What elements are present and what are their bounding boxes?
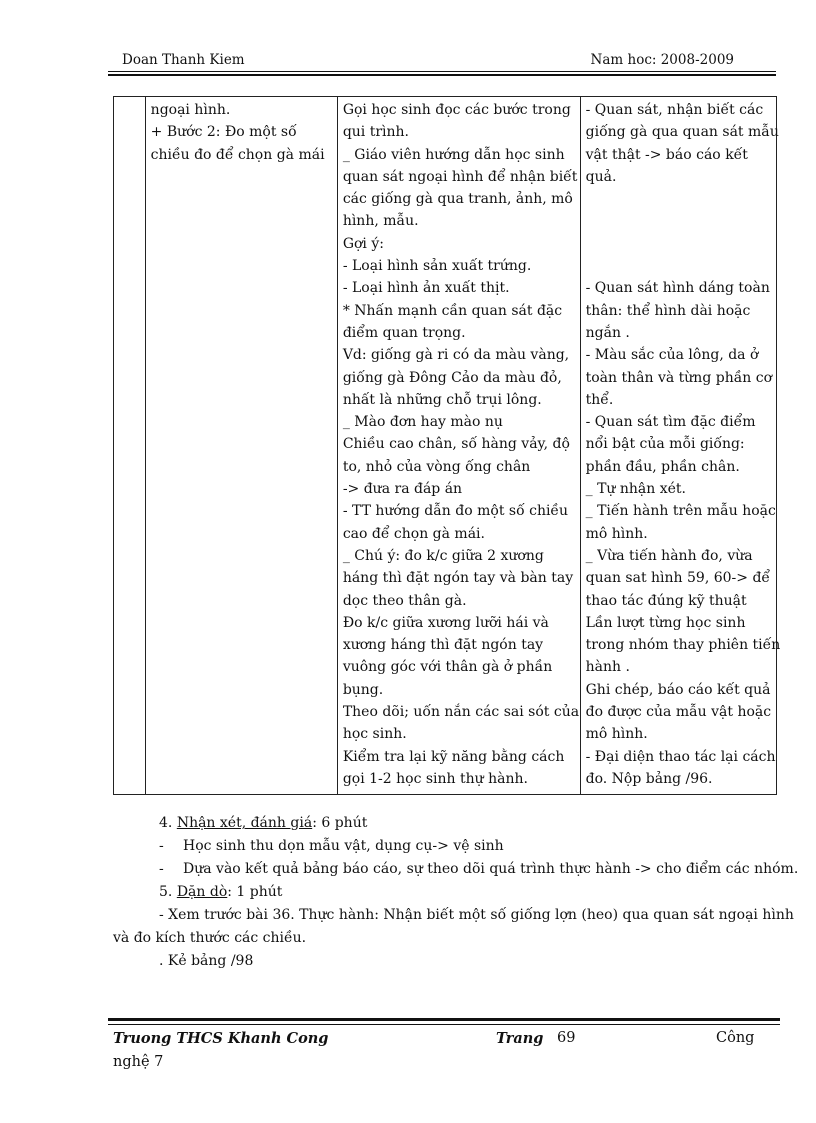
section-4-title: Nhận xét, đánh giá — [176, 815, 313, 831]
text-line: ngoại hình. — [150, 102, 231, 118]
text-line: hình, mẫu. — [342, 213, 419, 230]
text-line: Ghi chép, báo cáo kết quả — [585, 681, 771, 698]
header-rule-thick — [108, 74, 776, 76]
text-line: thao tác đúng kỹ thuật — [585, 592, 747, 609]
content-lines — [151, 99, 333, 166]
text-line: Gợi ý: — [342, 235, 384, 252]
text-line: vật thật -> báo cáo kết — [585, 146, 748, 163]
footer-school: Truong THCS Khanh Cong — [113, 1030, 329, 1047]
text-line: Vd: giống gà ri có da màu vàng, — [342, 347, 570, 364]
text-line: cao để chọn gà mái. — [342, 525, 485, 542]
section-4-heading — [113, 812, 773, 835]
table-cell-empty — [114, 97, 146, 795]
text-line: _ Mào đơn hay mào nụ — [342, 414, 503, 431]
text-line: _ Tự nhận xét. — [585, 481, 686, 498]
text-line: -> đưa ra đáp án — [342, 481, 463, 498]
header-school-year: Nam hoc: 2008-2009 — [590, 52, 734, 68]
text-line: mô hình. — [585, 525, 648, 542]
table-cell-content — [145, 97, 337, 795]
text-line: các giống gà qua tranh, ảnh, mô — [342, 191, 573, 208]
section-5-heading — [113, 881, 773, 904]
text-line: đo được của mẫu vật hoặc — [585, 704, 772, 721]
text-line: Lần lượt từng học sinh — [585, 614, 746, 631]
text-line: Gọi học sinh đọc các bước trong — [342, 102, 571, 118]
text-line: - Quan sát, nhận biết các — [585, 102, 764, 118]
spacer — [586, 210, 772, 232]
text-line: nhất là những chỗ trụi lông. — [342, 391, 542, 408]
text-line: điểm quan trọng. — [342, 324, 466, 341]
section-4-bullet: - Học sinh thu dọn mẫu vật, dụng cụ-> vệ sinh — [159, 838, 504, 854]
header-author: Doan Thanh Kiem — [122, 52, 245, 68]
text-line: quan sát ngoại hình để nhận biết — [342, 168, 578, 185]
text-line: gọi 1-2 học sinh thự hành. — [342, 770, 528, 787]
page-header — [108, 52, 776, 72]
table-cell-student-activity — [580, 97, 781, 795]
text-line: - Quan sát tìm đặc điểm — [585, 414, 756, 431]
footer-rule-thick — [108, 1018, 780, 1021]
section-4-bullet: - Dựa vào kết quả bảng báo cáo, sự theo dõi quá trình thực hành -> cho điểm các nhóm. — [159, 861, 799, 877]
text-line: _ Vừa tiến hành đo, vừa — [585, 547, 753, 564]
bullet-text: Dựa vào kết quả bảng báo cáo, sự theo dõi quá trình thực hành -> cho điểm các nhóm. — [183, 861, 799, 877]
text-line: Đo k/c giữa xương lưỡi hái và — [342, 614, 549, 631]
lesson-closing — [113, 812, 799, 973]
text-line: _ Tiến hành trên mẫu hoặc — [585, 503, 776, 520]
text-line: _ Chú ý: đo k/c giữa 2 xương — [342, 547, 544, 564]
text-line: nổi bật của mỗi giống: — [585, 436, 745, 453]
section-4-duration: : 6 phút — [312, 815, 368, 831]
spacer — [586, 188, 772, 210]
text-line: * Nhấn mạnh cần quan sát đặc — [342, 302, 563, 319]
text-line: học sinh. — [342, 726, 407, 743]
text-line: - Quan sát hình dáng toàn — [585, 280, 770, 297]
text-line: chiều đo để chọn gà mái — [150, 146, 325, 163]
text-line: - Loại hình ản xuất thịt. — [342, 280, 510, 297]
text-line: - Đại diện thao tác lại cách — [585, 748, 776, 765]
footer-page-label: Trang — [496, 1030, 544, 1047]
footer-subject: Công — [716, 1030, 755, 1046]
text-line: đo. Nộp bảng /96. — [585, 770, 713, 787]
text-line: thân: thể hình dài hoặc — [585, 302, 751, 319]
section-5-line: - Xem trước bài 36. Thực hành: Nhận biết một số giống lợn (heo) qua quan sát ngoại hình — [159, 907, 794, 923]
text-line: vuông góc với thân gà ở phần — [342, 659, 553, 676]
text-line: - Màu sắc của lông, da ở — [585, 347, 759, 364]
text-line: quả. — [585, 168, 617, 185]
section-5-line: và đo kích thước các chiều. — [113, 930, 307, 946]
text-line: bụng. — [342, 681, 384, 698]
section-5-number: 5. — [159, 884, 173, 900]
header-rule — [108, 71, 776, 72]
text-line: trong nhóm thay phiên tiến — [585, 637, 781, 654]
text-line: mô hình. — [585, 726, 648, 743]
text-line: phần đầu, phần chân. — [585, 458, 740, 475]
text-line: toàn thân và từng phần cơ — [585, 369, 773, 386]
footer-subject-cont: nghệ 7 — [113, 1054, 164, 1070]
student-activity-lines — [585, 99, 781, 790]
teacher-activity-lines — [342, 99, 580, 790]
text-line: hành . — [585, 659, 630, 676]
text-line: Theo dõi; uốn nắn các sai sót của — [342, 704, 580, 721]
lesson-table — [113, 96, 781, 795]
text-line: giống gà qua quan sát mẫu — [585, 124, 779, 141]
text-line: quan sat hình 59, 60-> để — [585, 570, 771, 587]
section-4-number: 4. — [159, 815, 173, 831]
table-row — [114, 97, 777, 795]
footer-rule — [108, 1024, 780, 1025]
text-line: _ Giáo viên hướng dẫn học sinh — [342, 146, 565, 163]
text-line: Chiều cao chân, số hàng vảy, độ — [342, 436, 570, 453]
text-line: - TT hướng dẫn đo một số chiều — [342, 503, 569, 520]
text-line: + Bước 2: Đo một số — [150, 124, 297, 141]
section-5-line: . Kẻ bảng /98 — [159, 953, 254, 969]
text-line: Kiểm tra lại kỹ năng bằng cách — [342, 748, 565, 765]
text-line: thể. — [585, 391, 614, 408]
section-5-duration: : 1 phút — [227, 884, 283, 900]
text-line: dọc theo thân gà. — [342, 592, 467, 609]
text-line: qui trình. — [342, 124, 409, 141]
spacer — [586, 233, 772, 255]
footer-page-number: 69 — [557, 1030, 576, 1046]
table-cell-teacher-activity — [337, 97, 580, 795]
text-line: háng thì đặt ngón tay và bàn tay — [342, 570, 574, 587]
text-line: giống gà Đông Cảo da màu đỏ, — [342, 369, 562, 386]
spacer — [586, 255, 772, 277]
text-line: xương háng thì đặt ngón tay — [342, 637, 544, 654]
text-line: to, nhỏ của vòng ống chân — [342, 458, 531, 475]
bullet-text: Học sinh thu dọn mẫu vật, dụng cụ-> vệ sinh — [183, 838, 504, 854]
text-line: ngắn . — [585, 324, 630, 341]
text-line: - Loại hình sản xuất trứng. — [342, 258, 532, 275]
section-5-title: Dặn dò — [176, 884, 228, 900]
